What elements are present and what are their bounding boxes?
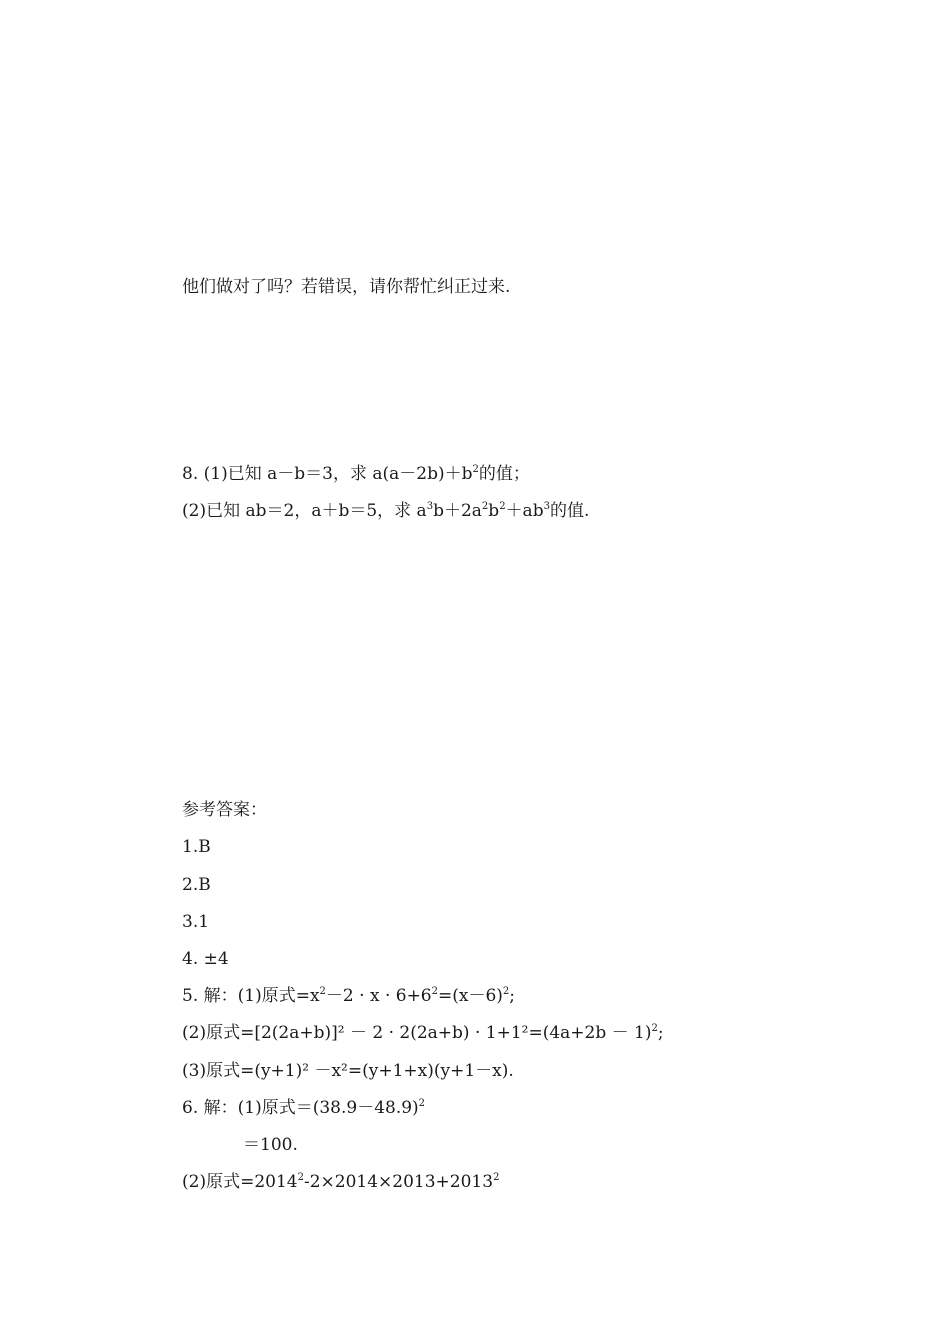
answer-1: 1.B	[182, 837, 211, 857]
q8p1-exponent: 2	[472, 464, 479, 475]
q8p2-exp-3: 2	[499, 501, 506, 512]
a62-text-c: -2×2014×2013+2013	[303, 1172, 494, 1192]
a61-text-a: 6. 解：(1)原式＝(38.9－48.9)	[182, 1098, 419, 1118]
answer-6-part-1	[182, 1096, 425, 1120]
a51-text-a: 5. 解：(1)原式=x	[182, 986, 320, 1006]
a52-text-a: (2)原式=[2(2a+b)]² － 2 · 2(2a+b) · 1+1²=(4a+2b － 1)	[182, 1023, 652, 1043]
q8p2-exp-1: 3	[426, 501, 434, 512]
answer-5-part-2	[182, 1021, 664, 1045]
answer-6-part-2	[182, 1170, 499, 1194]
a51-exp-1: 2	[319, 986, 326, 997]
a62-exp-1: 2	[297, 1172, 304, 1183]
a62-text-a: (2)原式=2014	[182, 1172, 298, 1192]
q8p2-text-i: 的值.	[549, 501, 590, 521]
answer-4: 4. ±4	[182, 949, 229, 969]
a51-text-g: ;	[509, 986, 516, 1006]
a62-exp-2: 2	[493, 1172, 500, 1183]
q8p1-text-c: 的值；	[478, 464, 530, 484]
a52-text-c: ;	[657, 1023, 664, 1043]
q8p2-text-c: b＋2a	[433, 501, 482, 521]
answer-5-part-3: (3)原式=(y+1)² －x²=(y+1+x)(y+1－x).	[182, 1061, 514, 1081]
a51-exp-2: 2	[431, 986, 438, 997]
answers-heading: 参考答案：	[182, 800, 267, 820]
answer-3: 3.1	[182, 912, 210, 932]
q8p1-text-a: 8. (1)已知 a－b＝3，求 a(a－2b)＋b	[182, 464, 473, 484]
a61-exp: 2	[418, 1098, 426, 1109]
q8p2-text-g: ＋ab	[505, 501, 544, 521]
question-7-prompt: 他们做对了吗？若错误，请你帮忙纠正过来.	[182, 277, 511, 297]
a52-exp: 2	[651, 1023, 658, 1034]
q8p2-exp-4: 3	[543, 501, 550, 512]
answer-5-part-1	[182, 984, 515, 1008]
q8p2-text-a: (2)已知 ab＝2，a＋b＝5，求 a	[182, 501, 427, 521]
a51-exp-3: 2	[502, 986, 510, 997]
answer-2: 2.B	[182, 875, 211, 895]
question-8-part-1	[182, 462, 530, 486]
a51-text-e: =(x－6)	[438, 986, 503, 1006]
answer-6-part-1-result: ＝100.	[243, 1135, 298, 1155]
question-8-part-2	[182, 499, 589, 523]
q8p2-text-e: b	[488, 501, 500, 521]
a51-text-c: －2 · x · 6+6	[325, 986, 432, 1006]
q8p2-exp-2: 2	[481, 501, 489, 512]
